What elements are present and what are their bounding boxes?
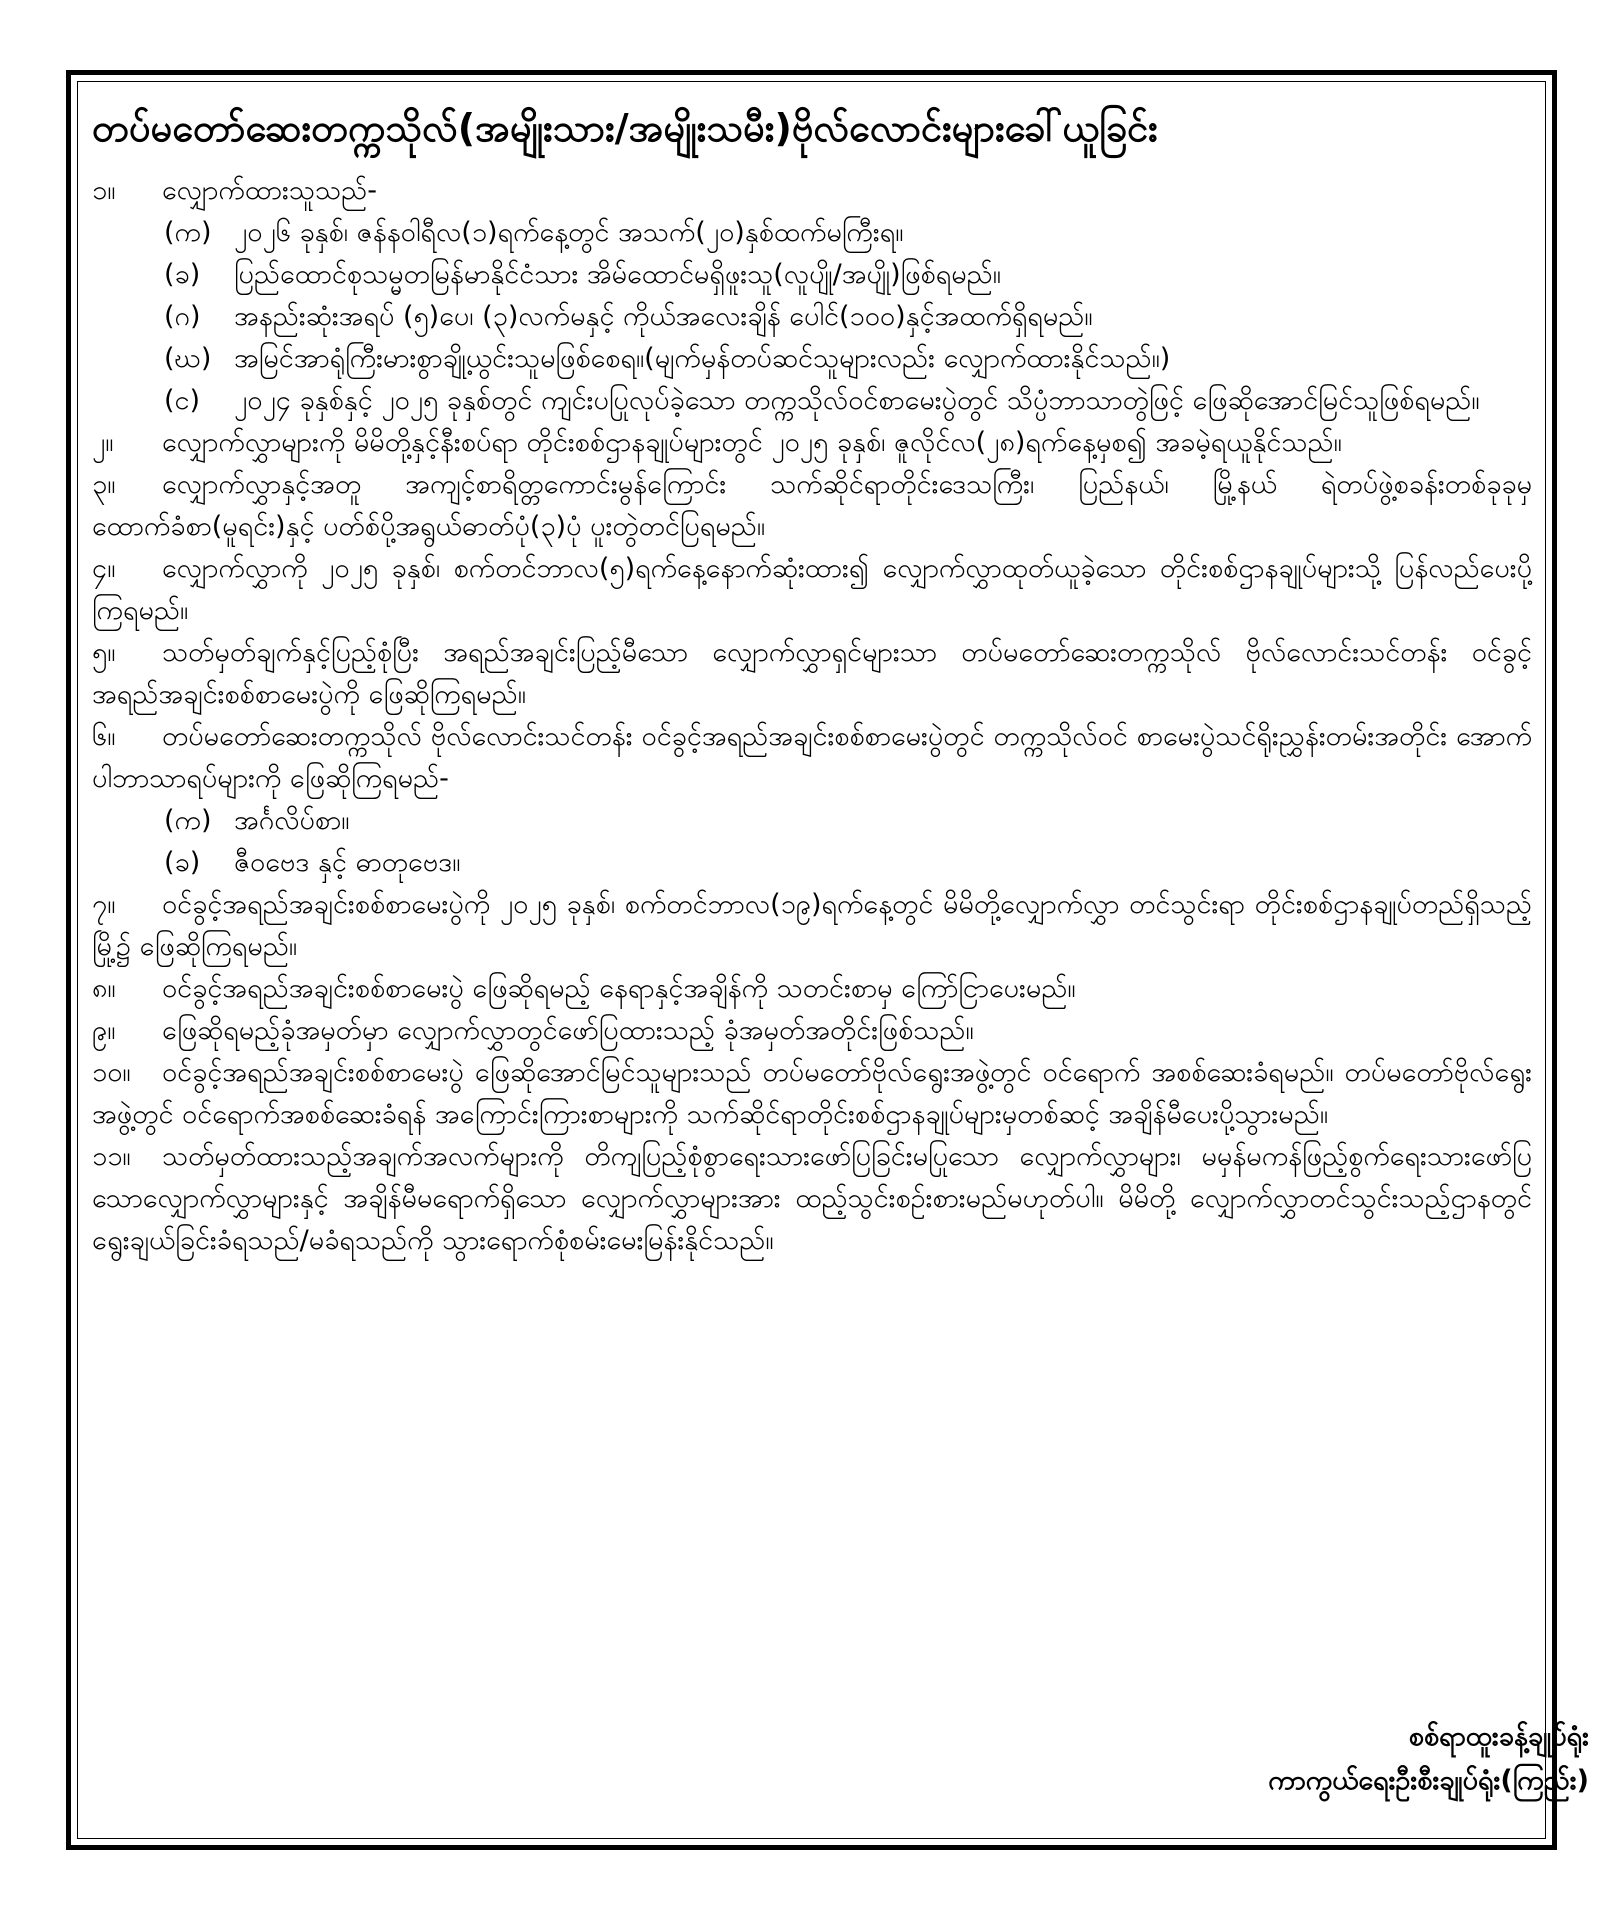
item-text: လျှောက်လွှာကို ၂၀၂၅ ခုနှစ်၊ စက်တင်ဘာလ(၅)ရက်နေ့နောက်ဆုံးထား၍ လျှောက်လွှာထုတ်ယူခဲ့သော တိုင်းစစ်ဌာနချုပ်များသို့ ပြန်လည်ပေးပို့ကြရမည်။ (92, 553, 1532, 626)
item-number: (ဃ) (164, 343, 212, 374)
item-text: ဝင်ခွင့်အရည်အချင်းစစ်စာမေးပွဲ ဖြေဆိုအောင်မြင်သူများသည် တပ်မတော်ဗိုလ်ရွေးအဖွဲ့တွင် ဝင်ရောက် အစစ်ဆေးခံရမည်။ တပ်မတော်ဗိုလ်ရွေးအဖွဲ့တွင် ဝင်ရောက်အစစ်ဆေးခံရန် အကြောင်းကြားစာများကို သက်ဆိုင်ရာတိုင်းစစ်ဌာနချုပ်များမှတစ်ဆင့် အချိန်မီပေးပို့သွားမည်။ (92, 1057, 1532, 1130)
item-text: ၂၀၂၆ ခုနှစ်၊ ဇန်နဝါရီလ(၁)ရက်နေ့တွင် အသက်(၂၀)နှစ်ထက်မကြီးရ။ (234, 217, 904, 248)
item-number: ၂။ (92, 427, 114, 458)
announcement-sections (92, 170, 1532, 1262)
sub-item (164, 212, 1532, 254)
item-text: လျှောက်ထားသူသည်- (162, 175, 377, 206)
item-text: တပ်မတော်ဆေးတက္ကသိုလ် ဗိုလ်လောင်းသင်တန်း ဝင်ခွင့်အရည်အချင်းစစ်စာမေးပွဲတွင် တက္ကသိုလ်ဝင် စာမေးပွဲသင်ရိုးညွှန်းတမ်းအတိုင်း အောက်ပါဘာသာရပ်များကို ဖြေဆိုကြရမည်- (92, 721, 1532, 794)
item-number: ၁၁။ (92, 1141, 131, 1172)
item-text: ဝင်ခွင့်အရည်အချင်းစစ်စာမေးပွဲကို ၂၀၂၅ ခုနှစ်၊ စက်တင်ဘာလ(၁၉)ရက်နေ့တွင် မိမိတို့လျှောက်လွှာ တင်သွင်းရာ တိုင်းစစ်ဌာနချုပ်တည်ရှိသည့်မြို့၌ ဖြေဆိုကြရမည်။ (92, 889, 1532, 962)
signature-block (1268, 1715, 1589, 1803)
numbered-paragraph (92, 716, 1532, 800)
numbered-paragraph (92, 632, 1532, 716)
numbered-paragraph (92, 968, 1532, 1010)
item-text: သတ်မှတ်ထားသည့်အချက်အလက်များကို တိကျပြည့်စုံစွာရေးသားဖော်ပြခြင်းမပြုသော လျှောက်လွှာများ၊ မမှန်မကန်ဖြည့်စွက်ရေးသားဖော်ပြသောလျှောက်လွှာများနှင့် အချိန်မီမရောက်ရှိသော လျှောက်လွှာများအား ထည့်သွင်းစဉ်းစားမည်မဟုတ်ပါ။ မိမိတို့ လျှောက်လွှာတင်သွင်းသည့်ဌာနတွင် ရွေးချယ်ခြင်းခံရသည်/မခံရသည်ကို သွားရောက်စုံစမ်းမေးမြန်းနိုင်သည်။ (92, 1141, 1532, 1256)
item-text: ပြည်ထောင်စုသမ္မတမြန်မာနိုင်ငံသား အိမ်ထောင်မရှိဖူးသူ(လူပျို/အပျို)ဖြစ်ရမည်။ (234, 259, 1001, 290)
sub-item (164, 800, 1532, 842)
item-number: (ဂ) (164, 301, 201, 332)
item-text: လျှောက်လွှာများကို မိမိတို့နှင့်နီးစပ်ရာ တိုင်းစစ်ဌာနချုပ်များတွင် ၂၀၂၅ ခုနှစ်၊ ဇူလိုင်လ(၂၈)ရက်နေ့မှစ၍ အခမဲ့ရယူနိုင်သည်။ (162, 427, 1342, 458)
item-text: အမြင်အာရုံကြီးမားစွာချို့ယွင်းသူမဖြစ်စေရ။(မျက်မှန်တပ်ဆင်သူများလည်း လျှောက်ထားနိုင်သည်။) (234, 343, 1171, 374)
item-number: (ခ) (164, 847, 201, 878)
numbered-paragraph (92, 170, 1532, 212)
numbered-paragraph (92, 1010, 1532, 1052)
item-number: (က) (164, 217, 212, 248)
item-number: ၁။ (92, 175, 116, 206)
item-number: ၈။ (92, 973, 116, 1004)
signature-line-1: စစ်ရာထူးခန့်ချုပ်ရုံး (1408, 1721, 1589, 1752)
sub-item (164, 338, 1532, 380)
item-number: ၄။ (92, 553, 116, 584)
item-number: ၃။ (92, 469, 116, 500)
item-text: အင်္ဂလိပ်စာ။ (234, 805, 350, 836)
item-text: လျှောက်လွှာနှင့်အတူ အကျင့်စာရိတ္တကောင်းမွန်ကြောင်း သက်ဆိုင်ရာတိုင်းဒေသကြီး၊ ပြည်နယ်၊ မြို့နယ် ရဲတပ်ဖွဲ့စခန်းတစ်ခုခုမှ ထောက်ခံစာ(မူရင်း)နှင့် ပတ်စ်ပို့အရွယ်ဓာတ်ပုံ(၃)ပုံ ပူးတွဲတင်ပြရမည်။ (92, 469, 1532, 542)
item-text: ဖြေဆိုရမည့်ခုံအမှတ်မှာ လျှောက်လွှာတွင်ဖော်ပြထားသည့် ခုံအမှတ်အတိုင်းဖြစ်သည်။ (162, 1015, 974, 1046)
item-text: သတ်မှတ်ချက်နှင့်ပြည့်စုံပြီး အရည်အချင်းပြည့်မီသော လျှောက်လွှာရှင်များသာ တပ်မတော်ဆေးတက္ကသိုလ် ဗိုလ်လောင်းသင်တန်း ဝင်ခွင့်အရည်အချင်းစစ်စာမေးပွဲကို ဖြေဆိုကြရမည်။ (92, 637, 1532, 710)
numbered-paragraph (92, 548, 1532, 632)
numbered-paragraph (92, 1052, 1532, 1136)
page-title: တပ်မတော်ဆေးတက္ကသိုလ်(အမျိုးသား/အမျိုးသမီး)ဗိုလ်လောင်းများခေါ်ယူခြင်း (92, 106, 1158, 150)
item-number: (က) (164, 805, 212, 836)
document-content (92, 92, 1532, 1262)
item-number: ၅။ (92, 637, 116, 668)
item-number: ၇။ (92, 889, 116, 920)
item-number: (ခ) (164, 259, 201, 290)
numbered-paragraph (92, 884, 1532, 968)
sub-item (164, 296, 1532, 338)
item-number: (င) (164, 385, 201, 416)
sub-item (164, 842, 1532, 884)
item-text: ၂၀၂၄ ခုနှစ်နှင့် ၂၀၂၅ ခုနှစ်တွင် ကျင်းပပြုလုပ်ခဲ့သော တက္ကသိုလ်ဝင်စာမေးပွဲတွင် သိပ္ပံဘာသာတွဲဖြင့် ဖြေဆိုအောင်မြင်သူဖြစ်ရမည်။ (234, 385, 1480, 416)
item-number: ၉။ (92, 1015, 116, 1046)
item-text: အနည်းဆုံးအရပ် (၅)ပေ၊ (၃)လက်မနှင့် ကိုယ်အလေးချိန် ပေါင်(၁၀၀)နှင့်အထက်ရှိရမည်။ (234, 301, 1093, 332)
sub-item (164, 380, 1532, 422)
item-text: ဝင်ခွင့်အရည်အချင်းစစ်စာမေးပွဲ ဖြေဆိုရမည့် နေရာနှင့်အချိန်ကို သတင်းစာမှ ကြော်ငြာပေးမည်။ (162, 973, 1076, 1004)
item-number: ၁၀။ (92, 1057, 131, 1088)
signature-line-2: ကာကွယ်ရေးဦးစီးချုပ်ရုံး(ကြည်း) (1268, 1765, 1589, 1796)
numbered-paragraph (92, 422, 1532, 464)
numbered-paragraph (92, 464, 1532, 548)
numbered-paragraph (92, 1136, 1532, 1262)
sub-item (164, 254, 1532, 296)
item-number: ၆။ (92, 721, 116, 752)
item-text: ဇီဝဗေဒ နှင့် ဓာတုဗေဒ။ (234, 847, 461, 878)
